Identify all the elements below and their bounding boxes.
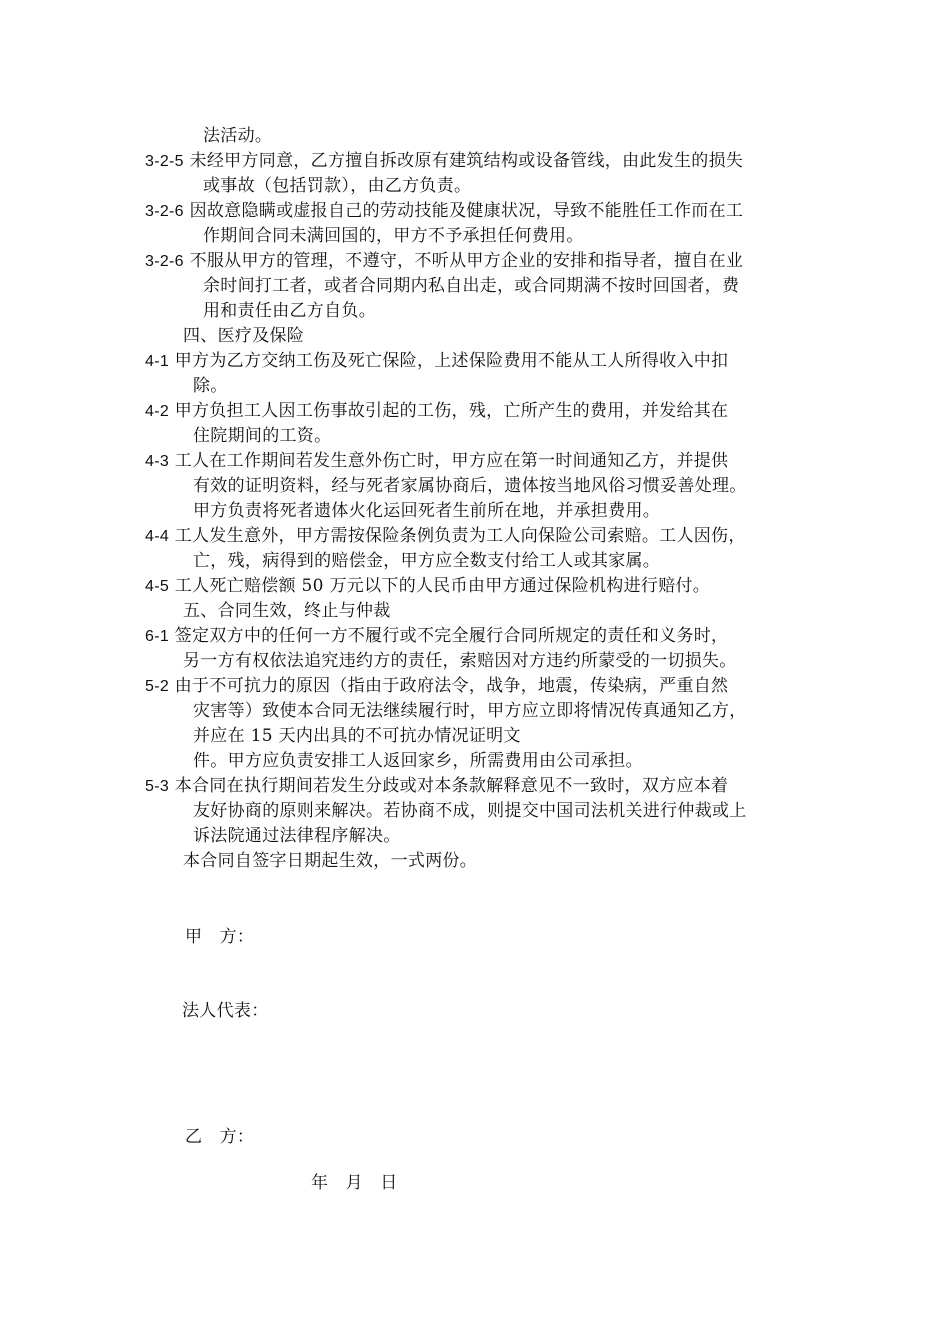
clause-line: 4-1 甲方为乙方交纳工伤及死亡保险，上述保险费用不能从工人所得收入中扣 xyxy=(145,351,729,371)
text-line: 法活动。 xyxy=(203,126,273,146)
closing-text: 本合同自签字日期起生效，一式两份。 xyxy=(183,851,478,871)
text-line: 件。甲方应负责安排工人返回家乡，所需费用由公司承担。 xyxy=(193,751,643,771)
clause-number: 4-2 xyxy=(145,403,170,420)
section-heading: 五、合同生效，终止与仲裁 xyxy=(183,601,391,621)
text-line: 有效的证明资料，经与死者家属协商后，遗体按当地风俗习惯妥善处理。 xyxy=(193,476,747,496)
clause-number: 5-3 xyxy=(145,778,170,795)
clause-line: 3-2-6 因故意隐瞒或虚报自己的劳动技能及健康状况，导致不能胜任工作而在工 xyxy=(145,201,744,221)
text-line: 作期间合同未满回国的，甲方不予承担任何费用。 xyxy=(203,226,584,246)
clause-line: 4-2 甲方负担工人因工伤事故引起的工伤，残，亡所产生的费用，并发给其在 xyxy=(145,401,729,421)
text-line: 诉法院通过法律程序解决。 xyxy=(193,826,401,846)
text-line: 除。 xyxy=(193,376,228,396)
clause-number: 4-1 xyxy=(145,353,170,370)
text-line: 友好协商的原则来解决。若协商不成，则提交中国司法机关进行仲裁或上 xyxy=(193,801,747,821)
text-line: 甲方负责将死者遗体火化运回死者生前所在地，并承担费用。 xyxy=(193,501,661,521)
clause-line: 4-4 工人发生意外，甲方需按保险条例负责为工人向保险公司索赔。工人因伤， xyxy=(145,526,746,546)
clause-number: 4-3 xyxy=(145,453,170,470)
party-b-label: 乙 方： xyxy=(185,1127,255,1147)
party-a-label: 甲 方： xyxy=(185,927,255,947)
clause-number: 3-2-6 xyxy=(145,253,184,270)
clause-number: 5-2 xyxy=(145,678,170,695)
text-line: 另一方有权依法追究违约方的责任，索赔因对方违约所蒙受的一切损失。 xyxy=(183,651,737,671)
text-line: 亡，残，病得到的赔偿金，甲方应全数支付给工人或其家属。 xyxy=(193,551,661,571)
text-line: 或事故（包括罚款），由乙方负责。 xyxy=(203,176,472,196)
clause-line: 5-3 本合同在执行期间若发生分歧或对本条款解释意见不一致时，双方应本着 xyxy=(145,776,729,796)
clause-line: 3-2-5 未经甲方同意，乙方擅自拆改原有建筑结构或设备管线，由此发生的损失 xyxy=(145,151,744,171)
clause-line: 5-2 由于不可抗力的原因（指由于政府法令，战争，地震，传染病，严重自然 xyxy=(145,676,729,696)
text-line: 余时间打工者，或者合同期内私自出走，或合同期满不按时回国者，费 xyxy=(203,276,740,296)
date-label: 年 月 日 xyxy=(311,1173,398,1193)
clause-number: 6-1 xyxy=(145,628,170,645)
clause-line: 4-3 工人在工作期间若发生意外伤亡时，甲方应在第一时间通知乙方，并提供 xyxy=(145,451,729,471)
text-line: 住院期间的工资。 xyxy=(193,426,332,446)
clause-line: 4-5 工人死亡赔偿额 50 万元以下的人民币由甲方通过保险机构进行赔付。 xyxy=(145,576,711,596)
clause-number: 3-2-6 xyxy=(145,203,184,220)
legal-representative-label: 法人代表： xyxy=(182,1001,269,1021)
text-line: 用和责任由乙方自负。 xyxy=(203,301,376,321)
clause-number: 4-4 xyxy=(145,528,170,545)
text-line: 并应在 15 天内出具的不可抗办情况证明文 xyxy=(193,726,521,746)
clause-number: 4-5 xyxy=(145,578,170,595)
clause-line: 3-2-6 不服从甲方的管理，不遵守，不听从甲方企业的安排和指导者，擅自在业 xyxy=(145,251,744,271)
clause-number: 3-2-5 xyxy=(145,153,184,170)
section-heading: 四、医疗及保险 xyxy=(183,326,305,346)
clause-line: 6-1 签定双方中的任何一方不履行或不完全履行合同所规定的责任和义务时， xyxy=(145,626,729,646)
text-line: 灾害等）致使本合同无法继续履行时，甲方应立即将情况传真通知乙方， xyxy=(193,701,747,721)
